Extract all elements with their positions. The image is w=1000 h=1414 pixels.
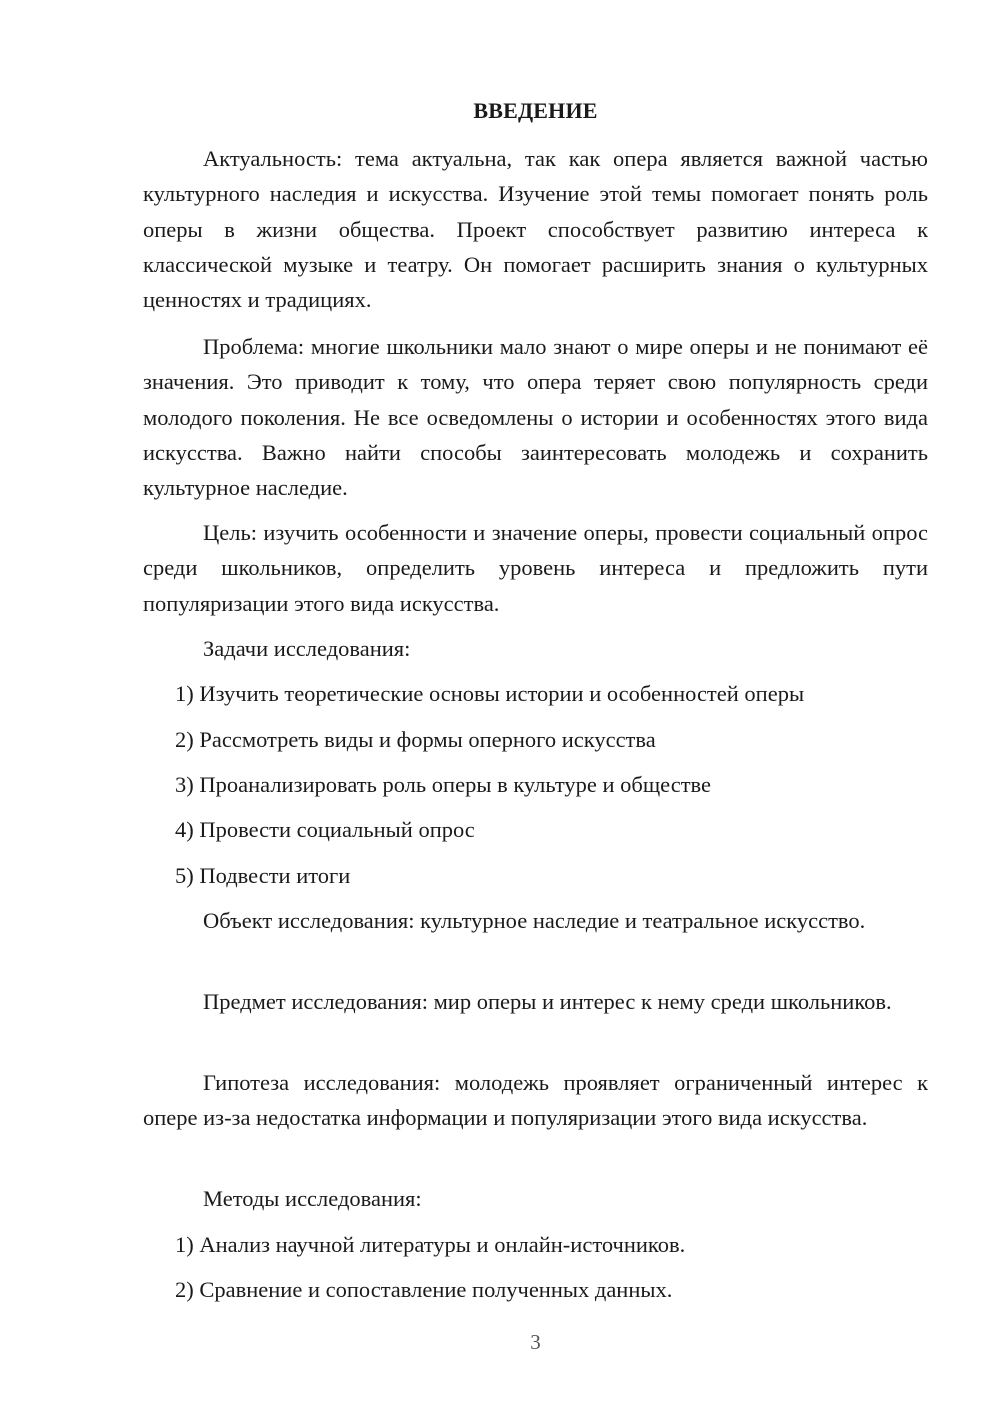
section-heading: ВВЕДЕНИЕ <box>473 98 598 123</box>
task-item: 1) Изучить теоретические основы истории и особенностей оперы <box>175 681 805 706</box>
object-paragraph: Объект исследования: культурное наследие и театральное искусство. <box>203 908 866 933</box>
problem-paragraph: Проблема: многие школьники мало знают о мире оперы и не понимают её значения. Это приводит к тому, что опера теряет свою популярность среди молодого поколения. Не все осведомлены о истории и особенностях этого вида искусства. Важно найти способы заинтересовать молодежь и сохранить культурное наследие. <box>143 334 928 501</box>
subject-paragraph: Предмет исследования: мир оперы и интерес к нему среди школьников. <box>203 989 892 1014</box>
task-item: 3) Проанализировать роль оперы в культуре и обществе <box>175 772 712 797</box>
task-item: 4) Провести социальный опрос <box>175 817 475 842</box>
method-item: 2) Сравнение и сопоставление полученных данных. <box>175 1277 673 1302</box>
tasks-heading: Задачи исследования: <box>203 636 411 661</box>
method-item: 1) Анализ научной литературы и онлайн-источников. <box>175 1232 686 1257</box>
methods-heading: Методы исследования: <box>203 1186 422 1211</box>
task-item: 2) Рассмотреть виды и формы оперного искусства <box>175 727 656 752</box>
task-item: 5) Подвести итоги <box>175 863 351 888</box>
relevance-paragraph: Актуальность: тема актуальна, так как опера является важной частью культурного наследия и искусства. Изучение этой темы помогает понять роль оперы в жизни общества. Проект способствует развитию интереса к классической музыке и театру. Он помогает расширить знания о культурных ценностях и традициях. <box>143 146 928 313</box>
page-number: 3 <box>530 1330 541 1354</box>
hypothesis-paragraph: Гипотеза исследования: молодежь проявляет ограниченный интерес к опере из-за недостатка информации и популяризации этого вида искусства. <box>143 1070 928 1131</box>
goal-paragraph: Цель: изучить особенности и значение оперы, провести социальный опрос среди школьников, определить уровень интереса и предложить пути популяризации этого вида искусства. <box>143 520 928 616</box>
